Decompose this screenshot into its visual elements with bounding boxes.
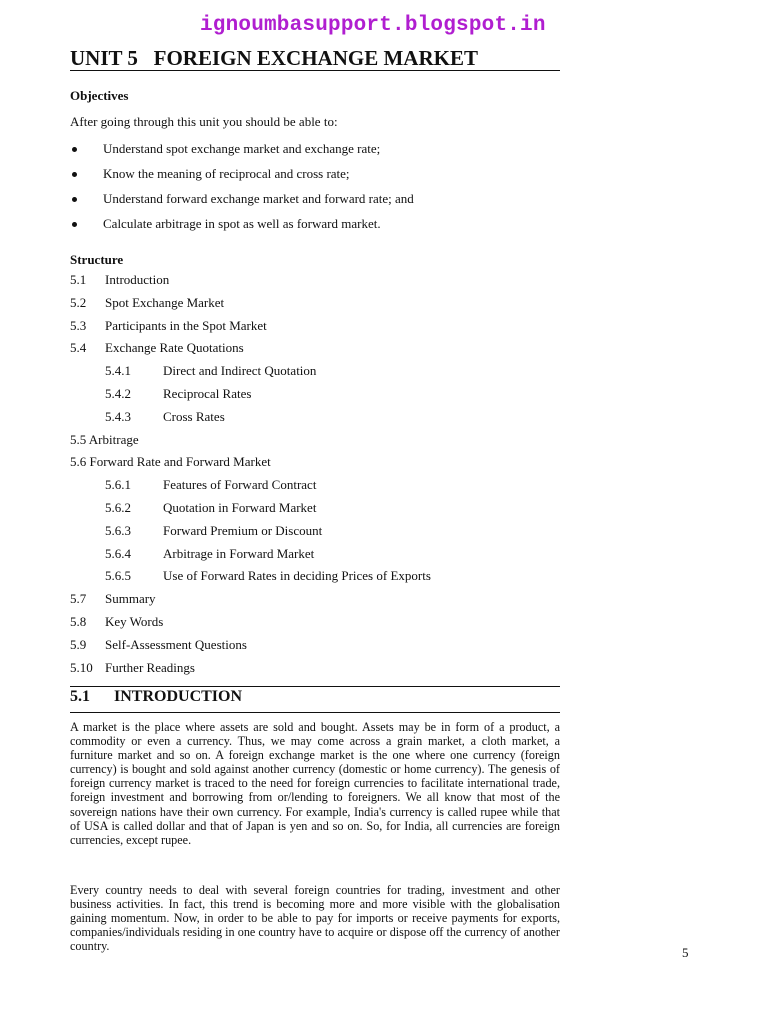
objectives-heading: Objectives bbox=[70, 88, 129, 103]
section-rule-top bbox=[70, 686, 560, 687]
structure-heading: Structure bbox=[70, 252, 124, 267]
toc-item: 5.7 Summary bbox=[70, 591, 156, 607]
list-item: Understand spot exchange market and exchange rate; bbox=[70, 141, 560, 166]
toc-subitem: 5.6.4 Arbitrage in Forward Market bbox=[105, 545, 315, 561]
structure-list bbox=[70, 272, 570, 682]
watermark: ignoumbasupport.blogspot.in bbox=[200, 14, 546, 37]
intro-paragraph-2: Every country needs to deal with several foreign countries for trading, investment and other business activities. In fact, this trend is becoming more and more visible with the globalisation gaining momentum. Now, in order to be able to pay for imports or receive payments for exports, companies/individuals residing in one country have to acquire or dispose off the currency of another country. bbox=[70, 883, 560, 954]
objectives-intro: After going through this unit you should be able to: bbox=[70, 114, 338, 129]
toc-item: 5.10 Further Readings bbox=[70, 659, 195, 675]
unit-title: UNIT 5 FOREIGN EXCHANGE MARKET bbox=[70, 46, 478, 70]
toc-item: 5.9 Self-Assessment Questions bbox=[70, 636, 247, 652]
toc-subitem: 5.4.1 Direct and Indirect Quotation bbox=[105, 363, 317, 379]
bullet-icon bbox=[72, 172, 77, 177]
intro-paragraph-1: A market is the place where assets are sold and bought. Assets may be in form of a product, a commodity or even a currency. Thus, we may come across a grain market, a cloth market, a furniture market and so on. A foreign exchange market is the one where one currency (foreign currency) is bought and sold against another currency (domestic or home currency). The genesis of foreign currency market is traced to the need for foreign currencies to facilitate international trade, foreign investment and borrowing from or/lending to foreigners. We all know that most of the sovereign nations have their own currency. For example, India's currency is called rupee while that of USA is called dollar and that of Japan is yen and so on. So, for India, all currencies are foreign currencies, except rupee. bbox=[70, 720, 560, 847]
toc-subitem: 5.6.1 Features of Forward Contract bbox=[105, 477, 317, 493]
list-item: Know the meaning of reciprocal and cross rate; bbox=[70, 166, 560, 191]
page-number: 5 bbox=[682, 945, 689, 960]
toc-item: 5.1 Introduction bbox=[70, 272, 170, 287]
bullet-icon bbox=[72, 197, 77, 202]
bullet-icon bbox=[72, 147, 77, 152]
toc-item: 5.2 Spot Exchange Market bbox=[70, 294, 225, 310]
toc-subitem: 5.4.3 Cross Rates bbox=[105, 408, 225, 424]
toc-subitem: 5.6.3 Forward Premium or Discount bbox=[105, 522, 323, 538]
toc-item: 5.8 Key Words bbox=[70, 613, 164, 629]
toc-item: 5.4 Exchange Rate Quotations bbox=[70, 340, 244, 356]
list-item: Understand forward exchange market and forward rate; and bbox=[70, 191, 560, 216]
title-underline bbox=[70, 70, 560, 71]
toc-subitem: 5.6.2 Quotation in Forward Market bbox=[105, 499, 317, 515]
toc-item: 5.3 Participants in the Spot Market bbox=[70, 317, 267, 333]
toc-item: 5.5 Arbitrage bbox=[70, 431, 139, 447]
objectives-list bbox=[70, 141, 560, 241]
section-title: 5.1 INTRODUCTION bbox=[70, 688, 243, 705]
bullet-icon bbox=[72, 222, 77, 227]
section-rule-bottom bbox=[70, 712, 560, 713]
toc-subitem: 5.4.2 Reciprocal Rates bbox=[105, 385, 252, 401]
toc-subitem: 5.6.5 Use of Forward Rates in deciding Prices of Exports bbox=[105, 568, 431, 584]
list-item: Calculate arbitrage in spot as well as forward market. bbox=[70, 216, 560, 241]
toc-item: 5.6 Forward Rate and Forward Market bbox=[70, 454, 271, 470]
